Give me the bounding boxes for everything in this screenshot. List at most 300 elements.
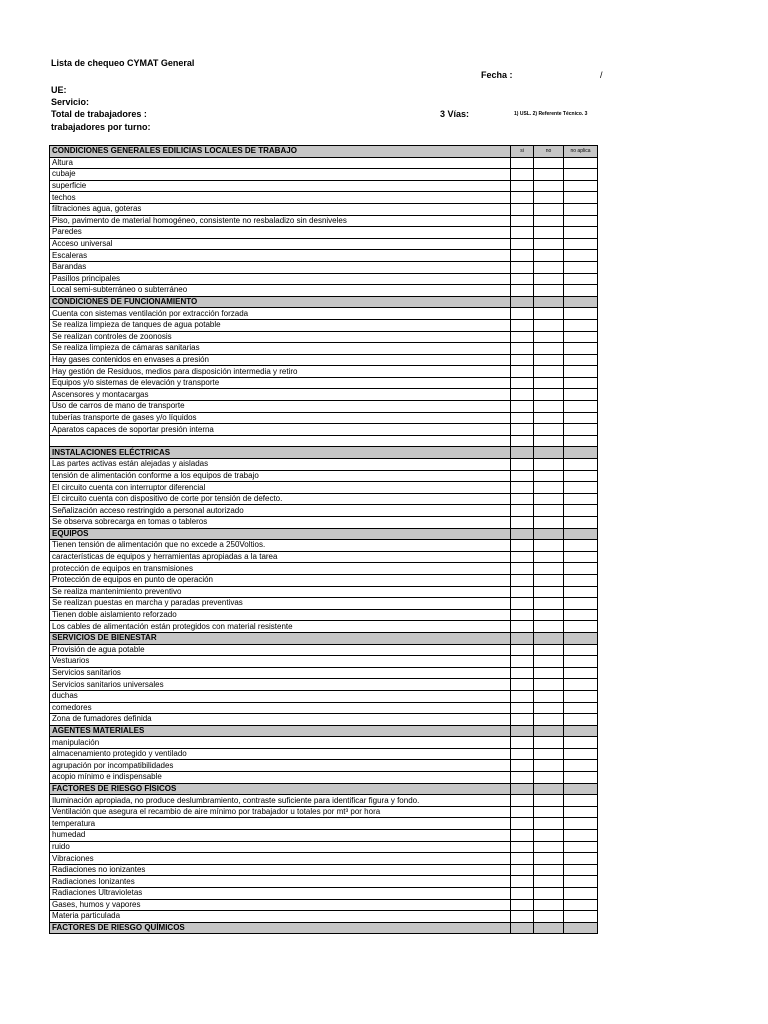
si-cell[interactable]: [511, 679, 534, 691]
no-cell[interactable]: [534, 238, 564, 250]
table-row: [50, 354, 598, 366]
no-aplica-cell[interactable]: [564, 702, 598, 714]
item-label: Tienen doble aislamiento reforzado: [50, 609, 511, 621]
no-aplica-cell[interactable]: [564, 261, 598, 273]
table-row: [50, 667, 598, 679]
fecha-label: Fecha :: [481, 70, 513, 80]
item-label: manipulación: [50, 737, 511, 749]
item-label: Uso de carros de mano de transporte: [50, 401, 511, 413]
item-label: Se realiza limpieza de cámaras sanitarias: [50, 343, 511, 355]
table-row: [50, 806, 598, 818]
no-cell[interactable]: [534, 795, 564, 807]
table-row: [50, 540, 598, 552]
item-label: Servicios sanitarios: [50, 667, 511, 679]
no-cell[interactable]: [534, 830, 564, 842]
no-aplica-cell[interactable]: [564, 853, 598, 865]
no-cell[interactable]: [534, 273, 564, 285]
no-cell[interactable]: [534, 841, 564, 853]
table-row: [50, 238, 598, 250]
no-aplica-cell[interactable]: [564, 830, 598, 842]
si-cell[interactable]: [511, 899, 534, 911]
no-cell[interactable]: [534, 319, 564, 331]
si-cell[interactable]: [511, 169, 534, 181]
no-cell[interactable]: [534, 540, 564, 552]
si-cell[interactable]: [511, 273, 534, 285]
si-cell[interactable]: [511, 540, 534, 552]
table-row: [50, 343, 598, 355]
table-row: [50, 273, 598, 285]
no-aplica-cell[interactable]: [564, 459, 598, 471]
no-aplica-cell[interactable]: [564, 888, 598, 900]
no-cell[interactable]: [534, 366, 564, 378]
item-label: Se observa sobrecarga en tomas o tableros: [50, 517, 511, 529]
section-row: [50, 447, 598, 459]
item-label: Ventilación que asegura el recambio de aire mínimo por trabajador u totales por mt³ por hora: [50, 806, 511, 818]
no-aplica-cell[interactable]: [564, 482, 598, 494]
si-cell[interactable]: [511, 702, 534, 714]
item-label: Pasillos principales: [50, 273, 511, 285]
si-cell[interactable]: [511, 412, 534, 424]
si-cell[interactable]: [511, 319, 534, 331]
si-cell[interactable]: [511, 772, 534, 784]
table-row: [50, 470, 598, 482]
no-cell[interactable]: [534, 714, 564, 726]
si-cell[interactable]: [511, 737, 534, 749]
no-cell[interactable]: [534, 192, 564, 204]
no-cell[interactable]: [534, 180, 564, 192]
table-row: [50, 366, 598, 378]
item-label: Escaleras: [50, 250, 511, 262]
no-cell[interactable]: [534, 818, 564, 830]
vias-label: 3 Vías:: [440, 109, 470, 119]
no-aplica-cell[interactable]: [564, 354, 598, 366]
table-row: [50, 377, 598, 389]
no-aplica-cell[interactable]: [564, 586, 598, 598]
no-cell[interactable]: [534, 354, 564, 366]
table-row: [50, 261, 598, 273]
no-cell[interactable]: [534, 250, 564, 262]
table-row: [50, 517, 598, 529]
table-row: [50, 598, 598, 610]
table-row: [50, 412, 598, 424]
no-aplica-cell[interactable]: [564, 343, 598, 355]
table-row: [50, 760, 598, 772]
no-aplica-cell[interactable]: [564, 644, 598, 656]
no-aplica-cell: [564, 632, 598, 644]
no-cell[interactable]: [534, 656, 564, 668]
section-row: [50, 296, 598, 308]
no-aplica-cell[interactable]: [564, 795, 598, 807]
no-aplica-cell[interactable]: [564, 679, 598, 691]
si-cell[interactable]: [511, 690, 534, 702]
no-aplica-cell[interactable]: [564, 227, 598, 239]
si-cell[interactable]: [511, 760, 534, 772]
no-cell[interactable]: [534, 551, 564, 563]
no-aplica-cell[interactable]: [564, 517, 598, 529]
si-cell: [511, 528, 534, 540]
no-aplica-cell[interactable]: [564, 215, 598, 227]
table-row: [50, 864, 598, 876]
si-cell[interactable]: [511, 864, 534, 876]
si-cell[interactable]: [511, 238, 534, 250]
no-aplica-cell[interactable]: [564, 401, 598, 413]
trabajadores-turno-label: trabajadores por turno:: [51, 122, 151, 132]
section-title: EQUIPOS: [50, 528, 511, 540]
item-label: superficie: [50, 180, 511, 192]
no-cell[interactable]: [534, 737, 564, 749]
si-cell[interactable]: [511, 424, 534, 436]
no-aplica-cell[interactable]: [564, 621, 598, 633]
table-row: [50, 401, 598, 413]
si-cell[interactable]: [511, 621, 534, 633]
table-row: [50, 714, 598, 726]
si-cell[interactable]: [511, 261, 534, 273]
table-row: [50, 308, 598, 320]
item-label: ruido: [50, 841, 511, 853]
no-aplica-cell[interactable]: [564, 806, 598, 818]
item-label: Señalización acceso restringido a personal autorizado: [50, 505, 511, 517]
vias-options: 1) USL. 2) Referente Técnico. 3: [514, 111, 588, 117]
item-label: agrupación por incompatibilidades: [50, 760, 511, 772]
no-aplica-cell[interactable]: [564, 319, 598, 331]
si-cell[interactable]: [511, 401, 534, 413]
section-title: CONDICIONES GENERALES EDILICIAS LOCALES DE TRABAJO: [50, 146, 511, 158]
item-label: Los cables de alimentación están protegidos con material resistente: [50, 621, 511, 633]
si-cell[interactable]: [511, 482, 534, 494]
no-cell[interactable]: [534, 621, 564, 633]
fecha-slash: /: [600, 70, 603, 80]
no-cell[interactable]: [534, 876, 564, 888]
no-aplica-cell[interactable]: [564, 609, 598, 621]
table-row: [50, 180, 598, 192]
si-cell[interactable]: [511, 435, 534, 447]
no-aplica-cell: [564, 725, 598, 737]
table-row: [50, 830, 598, 842]
si-cell[interactable]: [511, 377, 534, 389]
no-aplica-cell[interactable]: [564, 250, 598, 262]
si-cell[interactable]: [511, 505, 534, 517]
si-cell[interactable]: [511, 343, 534, 355]
item-label: Cuenta con sistemas ventilación por extracción forzada: [50, 308, 511, 320]
table-row: [50, 285, 598, 297]
si-cell[interactable]: [511, 227, 534, 239]
no-aplica-cell[interactable]: [564, 876, 598, 888]
si-cell[interactable]: [511, 714, 534, 726]
item-label: Barandas: [50, 261, 511, 273]
si-cell[interactable]: [511, 354, 534, 366]
table-row: [50, 563, 598, 575]
table-row: [50, 818, 598, 830]
si-cell[interactable]: [511, 563, 534, 575]
si-cell: [511, 296, 534, 308]
item-label: características de equipos y herramientas apropiadas a la tarea: [50, 551, 511, 563]
no-cell[interactable]: [534, 517, 564, 529]
no-cell[interactable]: [534, 331, 564, 343]
si-cell[interactable]: [511, 876, 534, 888]
no-cell[interactable]: [534, 470, 564, 482]
item-label: techos: [50, 192, 511, 204]
no-cell[interactable]: [534, 459, 564, 471]
no-aplica-cell[interactable]: [564, 366, 598, 378]
no-aplica-cell[interactable]: [564, 656, 598, 668]
si-cell[interactable]: [511, 748, 534, 760]
item-label: Hay gases contenidos en envases a presión: [50, 354, 511, 366]
no-cell[interactable]: [534, 389, 564, 401]
table-row: [50, 505, 598, 517]
no-aplica-cell: [564, 528, 598, 540]
section-row: [50, 528, 598, 540]
section-title: SERVICIOS DE BIENESTAR: [50, 632, 511, 644]
item-label: Radiaciones Ultravioletas: [50, 888, 511, 900]
no-aplica-cell[interactable]: [564, 563, 598, 575]
no-cell[interactable]: [534, 574, 564, 586]
total-trabajadores-label: Total de trabajadores :: [51, 109, 147, 119]
si-cell[interactable]: [511, 598, 534, 610]
no-cell[interactable]: [534, 343, 564, 355]
no-cell[interactable]: [534, 563, 564, 575]
si-cell[interactable]: [511, 586, 534, 598]
no-cell[interactable]: [534, 598, 564, 610]
no-aplica-cell[interactable]: [564, 540, 598, 552]
form-title: Lista de chequeo CYMAT General: [51, 58, 195, 68]
no-cell[interactable]: [534, 702, 564, 714]
no-cell[interactable]: [534, 261, 564, 273]
si-cell[interactable]: [511, 818, 534, 830]
si-cell[interactable]: [511, 180, 534, 192]
section-title: FACTORES DE RIESGO FÍSICOS: [50, 783, 511, 795]
no-aplica-cell[interactable]: [564, 714, 598, 726]
si-cell[interactable]: [511, 192, 534, 204]
no-aplica-cell[interactable]: [564, 598, 598, 610]
no-aplica-cell[interactable]: [564, 157, 598, 169]
no-cell[interactable]: [534, 760, 564, 772]
item-label: Gases, humos y vapores: [50, 899, 511, 911]
si-cell[interactable]: [511, 644, 534, 656]
si-cell[interactable]: [511, 888, 534, 900]
no-cell[interactable]: [534, 864, 564, 876]
no-aplica-cell[interactable]: [564, 424, 598, 436]
no-cell: [534, 296, 564, 308]
no-cell[interactable]: [534, 203, 564, 215]
item-label: El circuito cuenta con interruptor diferencial: [50, 482, 511, 494]
no-cell[interactable]: [534, 806, 564, 818]
no-aplica-cell[interactable]: [564, 841, 598, 853]
table-row: [50, 203, 598, 215]
column-header: si: [511, 146, 534, 158]
si-cell[interactable]: [511, 470, 534, 482]
no-cell: [534, 528, 564, 540]
si-cell[interactable]: [511, 459, 534, 471]
table-row: [50, 644, 598, 656]
no-cell[interactable]: [534, 412, 564, 424]
no-aplica-cell[interactable]: [564, 690, 598, 702]
item-label: Se realizan controles de zoonosis: [50, 331, 511, 343]
table-row: [50, 551, 598, 563]
no-aplica-cell[interactable]: [564, 203, 598, 215]
no-cell[interactable]: [534, 482, 564, 494]
table-row: [50, 795, 598, 807]
no-cell[interactable]: [534, 435, 564, 447]
no-cell[interactable]: [534, 667, 564, 679]
no-aplica-cell[interactable]: [564, 192, 598, 204]
si-cell[interactable]: [511, 853, 534, 865]
column-header: no: [534, 146, 564, 158]
servicio-label: Servicio:: [51, 97, 90, 107]
no-cell[interactable]: [534, 377, 564, 389]
no-cell[interactable]: [534, 679, 564, 691]
no-cell[interactable]: [534, 227, 564, 239]
no-cell[interactable]: [534, 899, 564, 911]
no-cell[interactable]: [534, 215, 564, 227]
si-cell[interactable]: [511, 911, 534, 923]
item-label: Se realiza mantenimiento preventivo: [50, 586, 511, 598]
no-cell[interactable]: [534, 424, 564, 436]
item-label: Se realiza limpieza de tanques de agua potable: [50, 319, 511, 331]
item-label: Altura: [50, 157, 511, 169]
table-row: [50, 574, 598, 586]
no-aplica-cell[interactable]: [564, 667, 598, 679]
no-cell[interactable]: [534, 772, 564, 784]
si-cell[interactable]: [511, 830, 534, 842]
item-label: Equipos y/o sistemas de elevación y transporte: [50, 377, 511, 389]
table-row: [50, 899, 598, 911]
item-label: tuberías transporte de gases y/o líquidos: [50, 412, 511, 424]
item-label: Se realizan puestas en marcha y paradas preventivas: [50, 598, 511, 610]
si-cell[interactable]: [511, 551, 534, 563]
si-cell[interactable]: [511, 389, 534, 401]
no-aplica-cell[interactable]: [564, 911, 598, 923]
item-label: Aparatos capaces de soportar presión interna: [50, 424, 511, 436]
item-label: [50, 435, 511, 447]
no-aplica-cell[interactable]: [564, 389, 598, 401]
item-label: acopio mínimo e indispensable: [50, 772, 511, 784]
table-row: [50, 389, 598, 401]
si-cell[interactable]: [511, 331, 534, 343]
section-row: [50, 632, 598, 644]
si-cell[interactable]: [511, 574, 534, 586]
si-cell[interactable]: [511, 609, 534, 621]
no-cell[interactable]: [534, 690, 564, 702]
no-aplica-cell[interactable]: [564, 737, 598, 749]
no-aplica-cell[interactable]: [564, 308, 598, 320]
no-cell[interactable]: [534, 493, 564, 505]
item-label: Ascensores y montacargas: [50, 389, 511, 401]
si-cell[interactable]: [511, 250, 534, 262]
no-aplica-cell[interactable]: [564, 493, 598, 505]
item-label: tensión de alimentación conforme a los equipos de trabajo: [50, 470, 511, 482]
item-label: Vibraciones: [50, 853, 511, 865]
si-cell[interactable]: [511, 656, 534, 668]
table-row: [50, 459, 598, 471]
no-aplica-cell[interactable]: [564, 377, 598, 389]
no-aplica-cell[interactable]: [564, 180, 598, 192]
no-aplica-cell[interactable]: [564, 412, 598, 424]
table-row: [50, 621, 598, 633]
section-row: [50, 922, 598, 934]
table-row: [50, 702, 598, 714]
no-cell[interactable]: [534, 853, 564, 865]
si-cell[interactable]: [511, 795, 534, 807]
table-row: [50, 911, 598, 923]
no-aplica-cell[interactable]: [564, 331, 598, 343]
table-row: [50, 690, 598, 702]
no-cell[interactable]: [534, 586, 564, 598]
column-header: no aplica: [564, 146, 598, 158]
no-aplica-cell[interactable]: [564, 899, 598, 911]
no-cell[interactable]: [534, 748, 564, 760]
no-aplica-cell[interactable]: [564, 470, 598, 482]
item-label: humedad: [50, 830, 511, 842]
no-cell[interactable]: [534, 157, 564, 169]
no-aplica-cell[interactable]: [564, 748, 598, 760]
item-label: Radiaciones no ionizantes: [50, 864, 511, 876]
item-label: duchas: [50, 690, 511, 702]
no-aplica-cell[interactable]: [564, 760, 598, 772]
si-cell[interactable]: [511, 157, 534, 169]
no-aplica-cell[interactable]: [564, 169, 598, 181]
si-cell[interactable]: [511, 841, 534, 853]
no-cell[interactable]: [534, 644, 564, 656]
no-aplica-cell: [564, 783, 598, 795]
no-aplica-cell[interactable]: [564, 505, 598, 517]
si-cell[interactable]: [511, 366, 534, 378]
no-cell: [534, 922, 564, 934]
si-cell[interactable]: [511, 667, 534, 679]
no-cell[interactable]: [534, 308, 564, 320]
table-row: [50, 250, 598, 262]
table-row: [50, 169, 598, 181]
section-title: CONDICIONES DE FUNCIONAMIENTO: [50, 296, 511, 308]
si-cell[interactable]: [511, 517, 534, 529]
table-row: [50, 157, 598, 169]
si-cell[interactable]: [511, 285, 534, 297]
no-cell: [534, 725, 564, 737]
table-row: [50, 586, 598, 598]
si-cell[interactable]: [511, 203, 534, 215]
no-aplica-cell[interactable]: [564, 435, 598, 447]
no-cell[interactable]: [534, 285, 564, 297]
item-label: Hay gestión de Residuos, medios para disposición intermedia y retiro: [50, 366, 511, 378]
table-row: [50, 215, 598, 227]
item-label: almacenamiento protegido y ventilado: [50, 748, 511, 760]
table-row: [50, 331, 598, 343]
no-cell[interactable]: [534, 911, 564, 923]
no-cell: [534, 783, 564, 795]
no-aplica-cell[interactable]: [564, 285, 598, 297]
no-aplica-cell[interactable]: [564, 818, 598, 830]
ue-label: UE:: [51, 85, 67, 95]
no-cell[interactable]: [534, 609, 564, 621]
table-row: [50, 319, 598, 331]
no-cell[interactable]: [534, 401, 564, 413]
si-cell[interactable]: [511, 308, 534, 320]
no-aplica-cell[interactable]: [564, 273, 598, 285]
no-aplica-cell[interactable]: [564, 772, 598, 784]
si-cell[interactable]: [511, 215, 534, 227]
no-cell[interactable]: [534, 169, 564, 181]
section-row: [50, 146, 598, 158]
no-cell[interactable]: [534, 888, 564, 900]
no-aplica-cell[interactable]: [564, 551, 598, 563]
no-aplica-cell[interactable]: [564, 864, 598, 876]
no-aplica-cell: [564, 922, 598, 934]
no-aplica-cell[interactable]: [564, 238, 598, 250]
si-cell[interactable]: [511, 806, 534, 818]
table-row: [50, 227, 598, 239]
si-cell[interactable]: [511, 493, 534, 505]
no-aplica-cell[interactable]: [564, 574, 598, 586]
no-cell[interactable]: [534, 505, 564, 517]
